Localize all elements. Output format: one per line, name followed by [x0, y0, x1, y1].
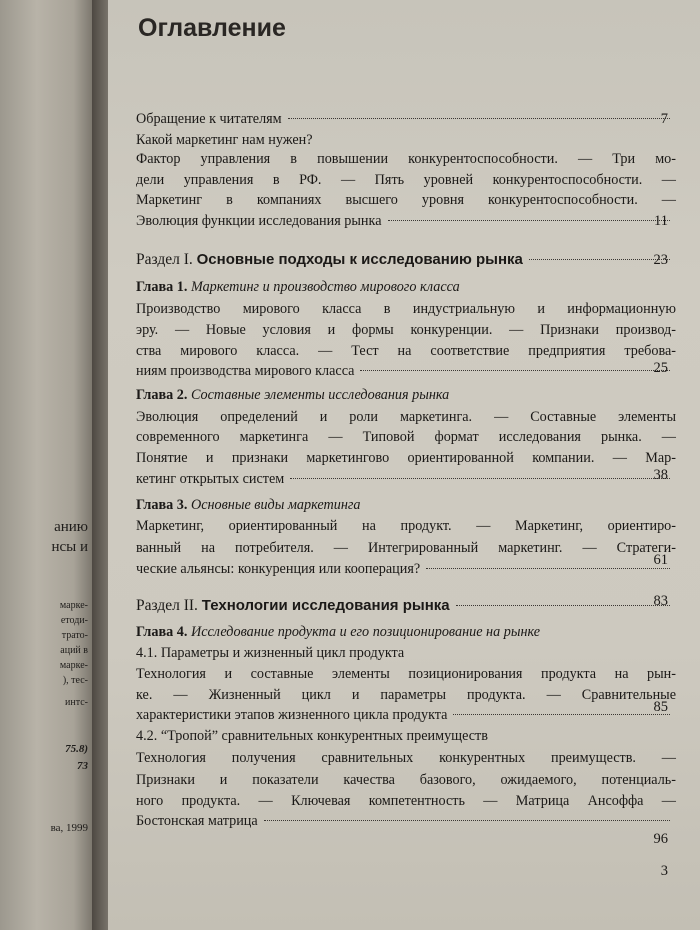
- toc-entry: [136, 468, 676, 490]
- toc-text-line: Технология и составные элементы позиционирования продукта на рын-: [136, 666, 676, 682]
- toc-text-line: Фактор управления в повышении конкурентоспособности. — Три мо-: [136, 151, 676, 167]
- toc-text-line: ного продукта. — Ключевая компетентность — Матрица Ансоффа —: [136, 793, 676, 809]
- toc-text-line: современного маркетинга — Типовой формат исследования рынка. —: [136, 429, 676, 445]
- toc-text-line: Какой маркетинг нам нужен?: [136, 132, 313, 148]
- leader-dots: [290, 478, 670, 479]
- toc-page-number: 85: [653, 699, 668, 715]
- toc-text-line: 4.1. Параметры и жизненный цикл продукта: [136, 645, 405, 661]
- toc-text-line: Маркетинг, ориентированный на продукт. — Маркетинг, ориентиро-: [136, 518, 676, 534]
- toc-text-line: Технология получения сравнительных конкурентных преимуществ. —: [136, 750, 676, 766]
- toc-text-line: 4.2. “Тропой” сравнительных конкурентных преимуществ: [136, 728, 488, 744]
- toc-text-line: Эволюция определений и роли маркетинга. — Составные элементы: [136, 409, 676, 425]
- left-page-text-fragment: марке-: [59, 660, 88, 671]
- section-name: Технологии исследования рынка: [201, 597, 450, 614]
- chapter-number: Глава 1.: [136, 279, 191, 295]
- chapter-number: Глава 3.: [136, 497, 191, 513]
- toc-page-number: 83: [653, 593, 668, 609]
- section-prefix: Раздел I.: [136, 251, 197, 268]
- toc-entry-text: характеристики этапов жизненного цикла продукта: [136, 707, 448, 723]
- toc-entry: [136, 108, 676, 130]
- toc-entry: [136, 704, 676, 726]
- left-page-text-fragment: ва, 1999: [50, 822, 88, 834]
- toc-page-number: 61: [653, 552, 668, 568]
- left-page-text-fragment: анию: [54, 519, 88, 535]
- toc-text-line: эру. — Новые условия и формы конкуренции. — Признаки производ-: [136, 322, 676, 338]
- chapter-title: Составные элементы исследования рынка: [190, 387, 450, 403]
- toc-text-line: Понятие и признаки маркетингово ориентированной компании. — Мар-: [136, 450, 676, 466]
- contents-page: [108, 0, 700, 930]
- toc-page-number: 11: [654, 213, 668, 229]
- left-page-text-fragment: интс-: [65, 697, 88, 708]
- chapter-heading: [136, 621, 676, 643]
- left-page-text-fragment: марке-: [59, 600, 88, 611]
- toc-entry: [136, 210, 676, 232]
- left-page-text-fragment: трато-: [61, 630, 88, 641]
- toc-entry: [136, 360, 676, 382]
- toc-entry: [136, 810, 676, 832]
- left-page-text-fragment: 73: [77, 760, 88, 772]
- left-page-edge: [0, 0, 92, 930]
- toc-text-line: ке. — Жизненный цикл и параметры продукта. — Сравнительные: [136, 687, 676, 703]
- chapter-title: Исследование продукта и его позиционирование на рынке: [190, 624, 541, 640]
- leader-dots: [288, 118, 670, 119]
- chapter-title: Основные виды маркетинга: [190, 497, 361, 513]
- toc-entry: [136, 558, 676, 580]
- left-page-text-fragment: аций в: [60, 645, 88, 656]
- toc-page-number: 25: [653, 360, 668, 376]
- section-title: [136, 249, 523, 271]
- toc-text-line: ства мирового класса. — Тест на соответствие предприятия требова-: [136, 343, 676, 359]
- leader-dots: [264, 820, 670, 821]
- toc-entry-text: Обращение к читателям: [136, 111, 282, 127]
- section-heading: [136, 595, 676, 617]
- toc-page-number: 7: [660, 111, 668, 127]
- toc-entry-text: Бостонская матрица: [136, 813, 258, 829]
- toc-text-line: Признаки и показатели качества базового, ожидаемого, потенциаль-: [136, 772, 676, 788]
- toc-entry-text: кетинг открытых систем: [136, 471, 285, 487]
- chapter-number: Глава 4.: [136, 624, 191, 640]
- section-name: Основные подходы к исследованию рынка: [196, 251, 523, 268]
- toc-page-number: 23: [653, 252, 668, 268]
- toc-entry-text: ниям производства мирового класса: [136, 363, 355, 379]
- toc-text-line: дели управления в РФ. — Пять уровней конкурентоспособности. —: [136, 172, 676, 188]
- toc-page-number: 38: [653, 467, 668, 483]
- section-title: [136, 595, 450, 617]
- left-page-text-fragment: ), тес-: [62, 675, 88, 686]
- toc-text-line: Производство мирового класса в индустриальную и информационную: [136, 301, 676, 317]
- section-heading: [136, 249, 676, 271]
- section-prefix: Раздел II.: [136, 597, 202, 614]
- toc-text-line: ванный на потребителя. — Интегрированный маркетинг. — Стратеги-: [136, 540, 676, 556]
- chapter-heading: [136, 494, 676, 516]
- chapter-heading: [136, 276, 676, 298]
- toc-entry-text: ческие альянсы: конкуренция или кооперация?: [136, 561, 421, 577]
- toc-page-number: 96: [653, 831, 668, 847]
- toc-entry-text: Эволюция функции исследования рынка: [136, 213, 382, 229]
- page-number: 3: [660, 863, 668, 879]
- toc-text-line: Маркетинг в компаниях высшего уровня конкурентоспособности. —: [136, 192, 676, 208]
- left-page-text-fragment: етоди-: [60, 615, 88, 626]
- left-page-text-fragment: нсы и: [51, 539, 88, 555]
- left-page-text-fragment: 75.8): [65, 743, 88, 755]
- chapter-title: Маркетинг и производство мирового класса: [190, 279, 460, 295]
- chapter-number: Глава 2.: [136, 387, 191, 403]
- chapter-heading: [136, 384, 676, 406]
- page-title: Оглавление: [138, 14, 286, 42]
- leader-dots: [360, 370, 670, 371]
